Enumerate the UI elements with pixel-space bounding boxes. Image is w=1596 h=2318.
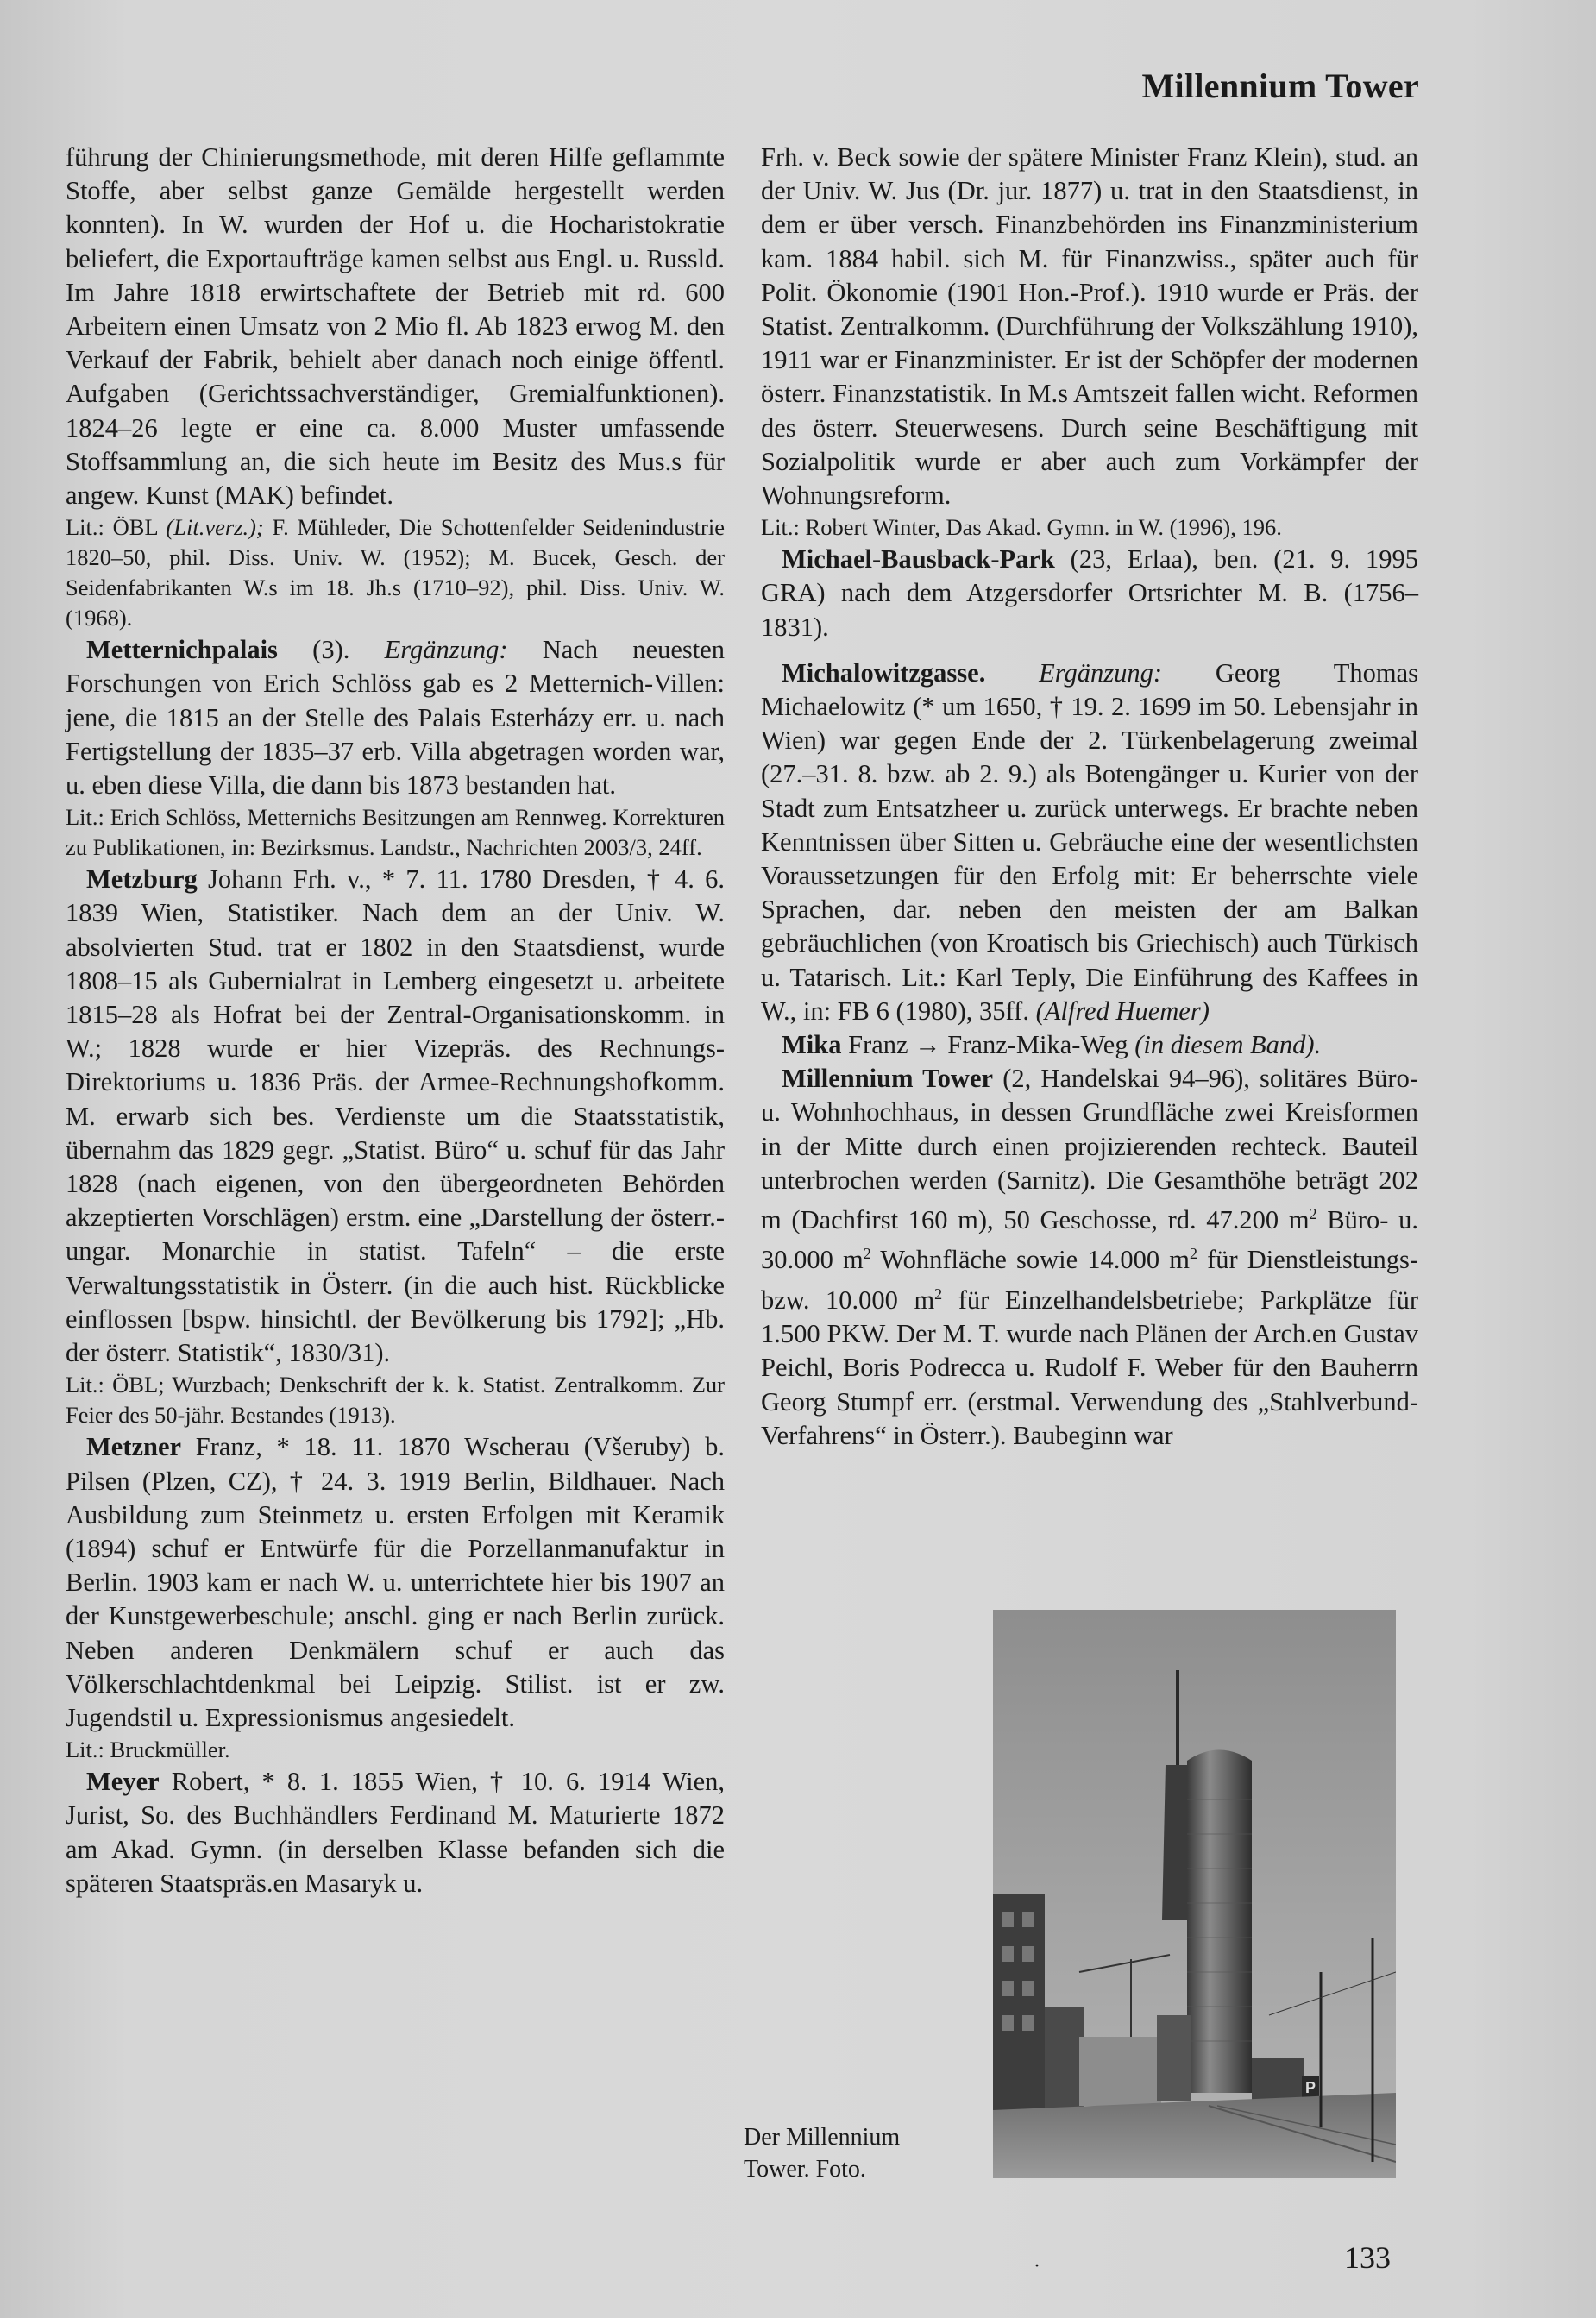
literature-note: Lit.: ÖBL; Wurzbach; Denkschrift der k. k. Statist. Zentralkomm. Zur Feier des 50-jähr. Bestandes (1913). [66, 1372, 725, 1429]
entry-meyer: Meyer Robert, * 8. 1. 1855 Wien, † 10. 6. 1914 Wien, Jurist, So. des Buchhändlers Ferdinand M. Maturierte 1872 am Akad. Gymn. (in derselben Klasse befanden sich die späteren Staatspräs.en Masaryk u. [66, 1767, 725, 1898]
svg-text:P: P [1305, 2079, 1316, 2096]
literature-note: Lit.: Robert Winter, Das Akad. Gymn. in W. (1996), 196. [761, 514, 1282, 541]
continued-paragraph: führung der Chinierungsmethode, mit deren Hilfe geflammte Stoffe, aber selbst ganze Gemälde hergestellt werden konnten). In W. wurden der Hof u. die Hocharistokratie beliefert, die Exportaufträge kamen selbst aus Engl. u. Russld. Im Jahre 1818 erwirtschaftete der Betrieb mit rd. 600 Arbeitern einen Umsatz von 2 Mio fl. Ab 1823 erwog M. den Verkauf der Fabrik, behielt aber danach noch einige öffentl. Aufgaben (Gerichtssachverständiger, Gremialfunktionen). 1824–26 legte er eine ca. 8.000 Muster umfassende Stoffsammlung an, die sich heute im Besitz des Mus.s für angew. Kunst (MAK) befindet. [66, 142, 725, 511]
photo-caption: Der Millennium Tower. Foto. [744, 2124, 901, 2183]
entry-metzner: Metzner Franz, * 18. 11. 1870 Wscherau (Všeruby) b. Pilsen (Plzen, CZ), † 24. 3. 1919 Berlin, Bildhauer. Nach Ausbildung zum Steinmetz u. ersten Erfolgen mit Keramik (1894) schuf er Entwürfe für die Porzellanmanufaktur in Berlin. 1903 kam er nach W. u. unterrichtete hier bis 1907 an der Kunstgewerbeschule; anschl. ging er nach Berlin zurück. Neben anderen Denkmälern schuf er auch das Völkerschlachtdenkmal bei Leipzig. Stilist. ist er zw. Jugendstil u. Expressionismus angesiedelt. [66, 1432, 725, 1732]
continued-paragraph: Frh. v. Beck sowie der spätere Minister Franz Klein), stud. an der Univ. W. Jus (Dr. jur. 1877) u. trat in den Staatsdienst, in dem er über versch. Finanzbehörden ins Finanzministerium kam. 1884 habil. sich M. für Finanzwiss., später auch für Polit. Ökonomie (1901 Hon.-Prof.). 1910 wurde er Präs. der Statist. Zentralkomm. (Durchführung der Volkszählung 1910), 1911 war er Finanzminister. Er ist der Schöpfer der modernen österr. Finanzstatistik. In M.s Amtszeit fallen wicht. Reformen des österr. Steuerwesens. Durch seine Beschäftigung mit Sozialpolitik wurde er aber auch zum Vorkämpfer der Wohnungsreform. [761, 142, 1418, 511]
lemma: Michalowitzgasse. [782, 657, 986, 688]
lemma: Metzner [86, 1432, 182, 1462]
right-column [761, 141, 1418, 1453]
lemma: Michael-Bausback-Park [782, 544, 1055, 575]
photo-illustration [993, 1610, 1396, 2178]
literature-note: Lit.: ÖBL (Lit.verz.); F. Mühleder, Die Schottenfelder Seidenindustrie 1820–50, phil. Diss. Univ. W. (1952); M. Bucek, Gesch. der Seidenfabrikanten W.s im 18. Jh.s (1710–92), phil. Diss. Univ. W. (1968). [66, 514, 725, 631]
antenna [1176, 1670, 1179, 1765]
left-column [66, 141, 725, 1900]
entry-metternichpalais: Metternichpalais (3). Ergänzung: Nach neuesten Forschungen von Erich Schlöss gab es 2 Metternich-Villen: jene, die 1815 an der Stelle des Palais Esterházy err. u. nach Fertigstellung der 1835–37 erb. Villa abgetragen worden war, u. eben diese Villa, die dann bis 1873 bestanden hat. [66, 635, 725, 801]
lemma: Mika [782, 1030, 842, 1060]
lemma: Meyer [86, 1767, 160, 1797]
entry-millennium-tower: Millennium Tower (2, Handelskai 94–96), solitäres Büro- u. Wohnhochhaus, in dessen Grundfläche zwei Kreisformen in der Mitte durch einen projizierenden rechteck. Bauteil unterbrochen werden (Sarnitz). Die Gesamthöhe beträgt 202 m (Dachfirst 160 m), 50 Geschosse, rd. 47.200 $m^2$ Büro- u. 30.000 $m^2$ Wohnfläche sowie 14.000 $m^2$ für Dienstleistungs- bzw. 10.000 $m^2$ für Einzelhandelsbetriebe; Parkplätze für 1.500 PKW. Der M. T. wurde nach Plänen der Arch.en Gustav Peichl, Boris Podrecca u. Rudolf F. Weber für den Bauherrn Georg Stumpf err. (erstmal. Verwendung des „Stahlverbund-Verfahrens“ in Österr.). Baubeginn war [761, 1064, 1418, 1450]
running-head: Millennium Tower [1141, 66, 1419, 105]
literature-note: Lit.: Erich Schlöss, Metternichs Besitzungen am Rennweg. Korrekturen zu Publikationen, in: Bezirksmus. Landstr., Nachrichten 2003/3, 24ff. [66, 804, 725, 861]
entry-michael-bausback-park: Michael-Bausback-Park (23, Erlaa), ben. (21. 9. 1995 GRA) nach dem Atzgersdorfer Ortsrichter M. B. (1756–1831). [761, 544, 1418, 642]
author-signature: (Alfred Huemer) [1035, 996, 1210, 1026]
entry-metzburg: Metzburg Johann Frh. v., * 7. 11. 1780 Dresden, † 4. 6. 1839 Wien, Statistiker. Nach dem an der Univ. W. absolvierten Stud. trat er 1802 in den Staatsdienst, wurde 1808–15 als Gubernialrat in Lemberg eingesetzt u. arbeitete 1815–28 als Hofrat bei der Zentral-Organisationskomm. in W.; 1828 wurde er hier Vizepräs. des Rechnungs-Direktoriums u. 1836 Präs. der Armee-Rechnungshofkomm. M. erwarb sich bes. Verdienste um die Staatsstatistik, übernahm das 1829 gegr. „Statist. Büro“ u. schuf für das Jahr 1828 (nach eigenen, von den übergeordneten Behörden akzeptierten Vorschlägen) erstm. eine „Darstellung der österr.-ungar. Monarchie in statist. Tafeln“ – die erste Verwaltungsstatistik in Österr. (in die auch hist. Rückblicke einflossen [bspw. hinsichtl. der Bevölkerung bis 1792]; „Hb. der österr. Statistik“, 1830/31). [66, 864, 725, 1368]
literature-note: Lit.: Bruckmüller. [66, 1737, 230, 1763]
entry-michalowitzgasse: Michalowitzgasse. Ergänzung: Georg Thomas Michaelowitz (* um 1650, † 19. 2. 1699 im 50. Lebensjahr in Wien) war gegen Ende der 2. Türkenbelagerung zweimal (27.–31. 8. bzw. ab 2. 9.) als Botengänger u. Kurier von der Stadt zum Entsatzheer u. zurück unterwegs. Er brachte neben Kenntnissen über Sitten u. Gebräuche eine der wesentlichsten Voraussetzungen für den Erfolg mit: Er beherrschte viele Sprachen, dar. neben den meisten der am Balkan gebräuchlichen (von Kroatisch bis Griechisch) auch Türkisch u. Tatarisch. Lit.: Karl Teply, Die Einführung des Kaffees in W., in: FB 6 (1980), 35ff. (Alfred Huemer) [761, 657, 1418, 1026]
lemma: Metternichpalais [86, 635, 278, 665]
entry-mika: Mika Franz → Franz-Mika-Weg (in diesem Band). [782, 1030, 1322, 1060]
page-mark: · [1034, 2255, 1040, 2277]
lemma: Millennium Tower [782, 1064, 994, 1094]
page-number: 133 [1344, 2240, 1391, 2275]
millennium-tower-photo [993, 1610, 1396, 2178]
lemma: Metzburg [86, 864, 198, 895]
